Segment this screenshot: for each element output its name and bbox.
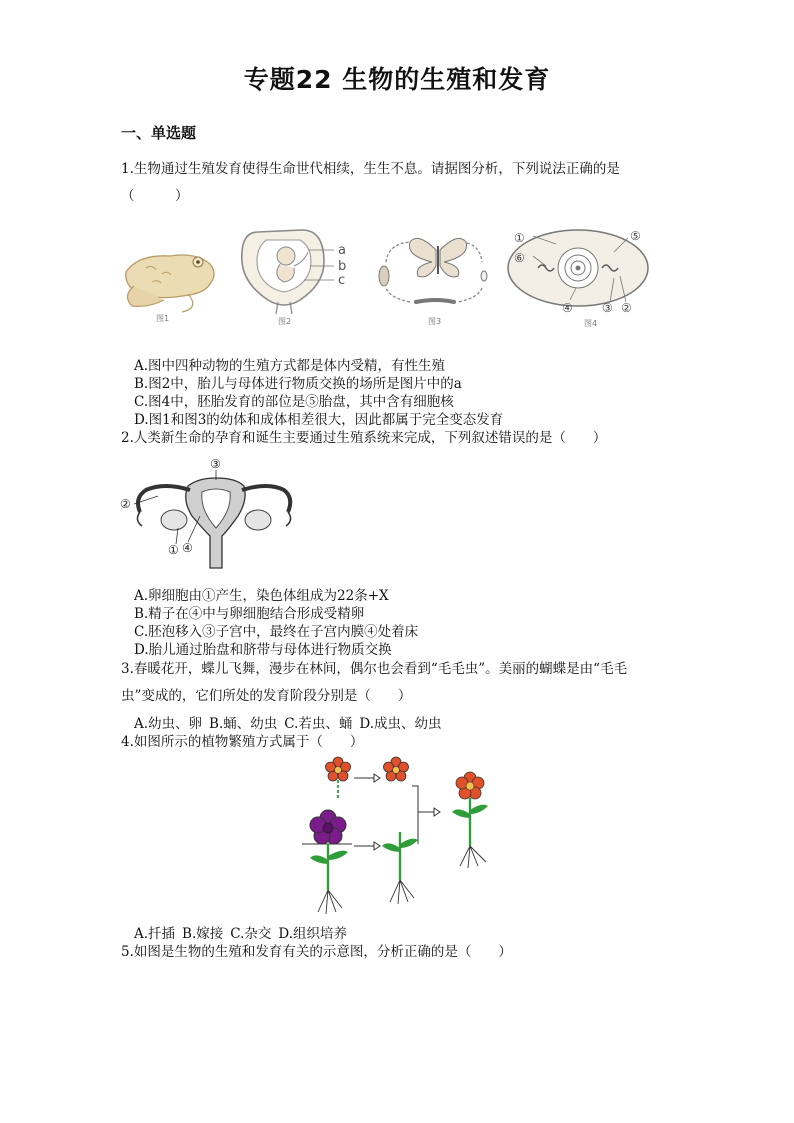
q3-stem-line2: 虫”变成的，它们所处的发育阶段分别是（ ） — [121, 688, 412, 704]
q4-options-row — [134, 925, 354, 943]
q4-option-a[interactable]: A.扦插 — [134, 926, 176, 942]
q4-option-c[interactable]: C.杂交 — [230, 926, 272, 942]
q2-female-reproductive-figure — [118, 456, 293, 580]
fig4-num-6: ⑥ — [514, 251, 525, 265]
fig4-num-5: ⑤ — [630, 229, 641, 243]
q2-num-2: ② — [120, 497, 131, 511]
q1-option-d[interactable]: D.图1和图3的幼体和成体相差很大，因此都属于完全变态发育 — [134, 412, 504, 428]
q3-option-d[interactable]: D.成虫、幼虫 — [359, 716, 442, 732]
fig3-label: 图3 — [428, 317, 442, 326]
frog-illustration — [126, 255, 214, 323]
q2-stem: 2.人类新生命的孕育和诞生主要通过生殖系统来完成，下列叙述错误的是（ ） — [121, 430, 607, 446]
q2-option-b[interactable]: B.精子在④中与卵细胞结合形成受精卵 — [134, 606, 365, 622]
fig4-num-4: ④ — [562, 301, 573, 315]
fig4-num-2: ② — [621, 301, 632, 315]
bird-egg-illustration — [508, 229, 648, 328]
orange-flower-small — [384, 757, 409, 781]
fig2-letter-a: a — [338, 243, 346, 258]
q1-option-b[interactable]: B.图2中，胎儿与母体进行物质交换的场所是图片中的a — [134, 376, 462, 392]
fig4-num-3: ③ — [602, 301, 613, 315]
page-title: 专题22 生物的生殖和发育 — [243, 65, 551, 94]
section-heading: 一、单选题 — [121, 124, 197, 142]
q1-stem-line1: 1.生物通过生殖发育使得生命世代相续，生生不息。请据图分析，下列说法正确的是 — [121, 161, 620, 177]
q5-stem: 5.如图是生物的生殖和发育有关的示意图，分析正确的是（ ） — [121, 944, 512, 960]
q4-stem: 4.如图所示的植物繁殖方式属于（ ） — [121, 734, 364, 750]
q3-option-c[interactable]: C.若虫、蛹 — [284, 716, 353, 732]
q2-num-4: ④ — [182, 541, 193, 555]
q1-option-a[interactable]: A.图中四种动物的生殖方式都是体内受精，有性生殖 — [134, 358, 446, 374]
q3-options-row — [134, 715, 449, 733]
purple-flower-plant — [302, 810, 352, 914]
q4-option-b[interactable]: B.嫁接 — [182, 926, 224, 942]
q3-option-a[interactable]: A.幼虫、卵 — [134, 716, 203, 732]
q2-num-1: ① — [168, 543, 179, 557]
q1-figure — [118, 222, 658, 334]
q2-option-d[interactable]: D.胎儿通过胎盘和脐带与母体进行物质交换 — [134, 642, 392, 658]
q3-stem-line1: 3.春暖花开，蝶儿飞舞，漫步在林间，偶尔也会看到“毛毛虫”。美丽的蝴蝶是由“毛毛 — [121, 661, 628, 677]
q2-num-3: ③ — [210, 457, 221, 471]
fig2-label: 图2 — [278, 317, 292, 326]
grafted-stock-plant — [382, 832, 418, 904]
q4-plant-propagation-figure — [296, 752, 496, 916]
q1-option-c[interactable]: C.图4中，胚胎发育的部位是⑤胎盘，其中含有细胞核 — [134, 394, 454, 410]
grafted-result-plant — [452, 772, 488, 868]
q1-stem-line2: （ ） — [121, 188, 189, 204]
q2-option-a[interactable]: A.卵细胞由①产生，染色体组成为22条+X — [134, 588, 389, 604]
fig4-label: 图4 — [584, 319, 598, 328]
fig1-label: 图1 — [156, 314, 170, 323]
q2-option-c[interactable]: C.胚泡移入③子宫中，最终在子宫内膜④处着床 — [134, 624, 419, 640]
fetus-in-uterus-illustration — [242, 230, 346, 326]
fig4-num-1: ① — [514, 231, 525, 245]
fig2-letter-c: c — [338, 273, 346, 288]
butterfly-lifecycle-illustration — [379, 238, 487, 326]
orange-flower-cutting — [326, 757, 351, 800]
q3-option-b[interactable]: B.蛹、幼虫 — [209, 716, 278, 732]
fig2-letter-b: b — [338, 259, 347, 274]
q4-option-d[interactable]: D.组织培养 — [278, 926, 348, 942]
